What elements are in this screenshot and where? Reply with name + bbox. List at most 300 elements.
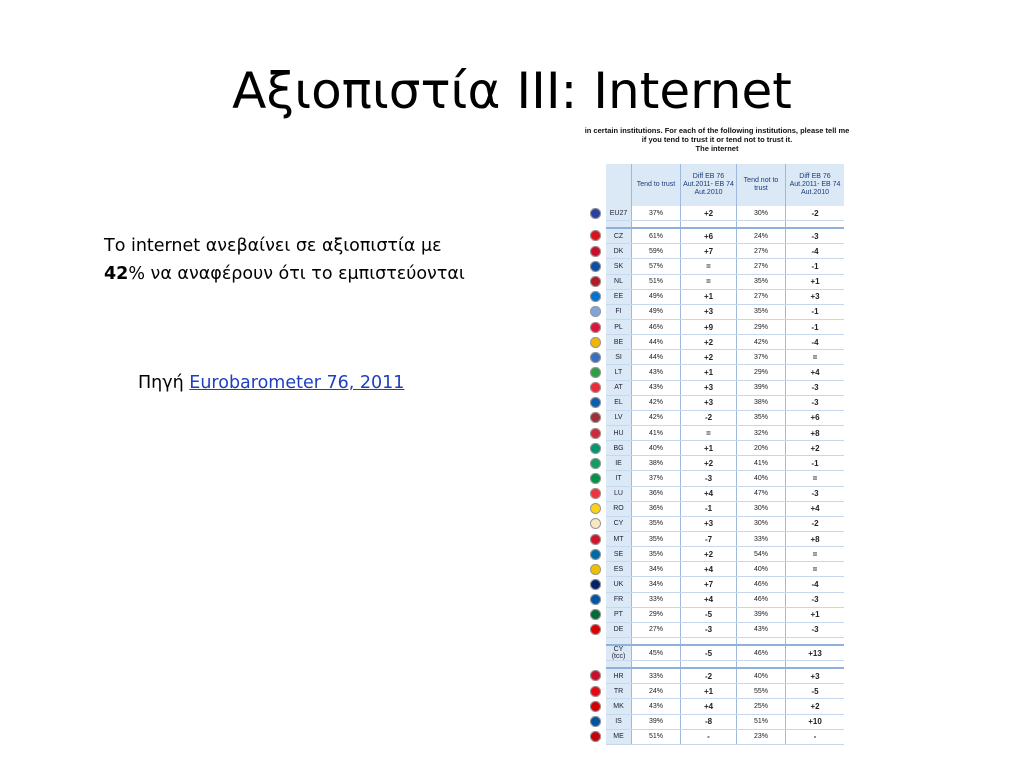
diff-not-trust-cell: - — [786, 729, 845, 744]
flag-icon — [590, 579, 601, 590]
flag-icon — [590, 412, 601, 423]
not-trust-cell: 42% — [737, 335, 786, 350]
flag-cell — [584, 531, 606, 546]
flag-icon — [590, 534, 601, 545]
country-cell: MT — [606, 531, 632, 546]
not-trust-cell: 30% — [737, 206, 786, 221]
diff-not-trust-cell: -1 — [786, 304, 845, 319]
not-trust-cell: 33% — [737, 531, 786, 546]
flag-cell — [584, 714, 606, 729]
table-row — [584, 645, 844, 661]
flag-icon — [590, 352, 601, 363]
flag-cell — [584, 304, 606, 319]
not-trust-cell: 46% — [737, 645, 786, 661]
not-trust-cell: 27% — [737, 259, 786, 274]
diff-not-trust-cell: +1 — [786, 607, 845, 622]
country-cell: LU — [606, 486, 632, 501]
separator-cell — [737, 661, 786, 669]
country-cell: DE — [606, 622, 632, 637]
not-trust-cell: 40% — [737, 668, 786, 684]
diff-not-trust-cell: +2 — [786, 699, 845, 714]
not-trust-cell: 29% — [737, 365, 786, 380]
country-cell: TR — [606, 684, 632, 699]
trust-cell: 45% — [632, 645, 681, 661]
table-body — [584, 206, 844, 744]
diff-not-trust-cell: +8 — [786, 531, 845, 546]
flag-cell — [584, 547, 606, 562]
diff-not-trust-cell: -4 — [786, 577, 845, 592]
diff-trust-cell: -5 — [681, 645, 737, 661]
flag-cell — [584, 425, 606, 440]
diff-trust-cell: +3 — [681, 516, 737, 531]
country-cell: IS — [606, 714, 632, 729]
flag-cell — [584, 441, 606, 456]
flag-icon — [590, 488, 601, 499]
diff-not-trust-cell: = — [786, 562, 845, 577]
flag-icon — [590, 686, 601, 697]
country-cell: IE — [606, 456, 632, 471]
flag-icon — [590, 428, 601, 439]
table-row — [584, 668, 844, 684]
diff-not-trust-cell: -3 — [786, 592, 845, 607]
country-cell: PL — [606, 319, 632, 334]
trust-cell: 29% — [632, 607, 681, 622]
flag-cell — [584, 516, 606, 531]
not-trust-cell: 40% — [737, 562, 786, 577]
table-row — [584, 684, 844, 699]
trust-cell: 24% — [632, 684, 681, 699]
diff-not-trust-cell: = — [786, 350, 845, 365]
flag-icon — [590, 624, 601, 635]
flag-cell — [584, 668, 606, 684]
diff-trust-cell: +2 — [681, 350, 737, 365]
flag-cell — [584, 471, 606, 486]
flag-icon — [590, 322, 601, 333]
body-text-part1: Το internet ανεβαίνει σε αξιοπιστία με — [104, 236, 442, 256]
not-trust-cell: 55% — [737, 684, 786, 699]
source-link[interactable]: Eurobarometer 76, 2011 — [189, 373, 405, 393]
table-row — [584, 350, 844, 365]
table-row — [584, 714, 844, 729]
table-row — [584, 206, 844, 221]
flag-icon — [590, 473, 601, 484]
flag-icon — [590, 670, 601, 681]
flag-cell — [584, 335, 606, 350]
not-trust-cell: 20% — [737, 441, 786, 456]
trust-cell: 33% — [632, 668, 681, 684]
trust-cell: 33% — [632, 592, 681, 607]
country-cell: IT — [606, 471, 632, 486]
flag-cell — [584, 259, 606, 274]
table-row — [584, 471, 844, 486]
country-cell: CZ — [606, 228, 632, 244]
trust-cell: 44% — [632, 350, 681, 365]
flag-cell — [584, 622, 606, 637]
separator-cell — [786, 637, 845, 645]
flag-cell — [584, 395, 606, 410]
not-trust-cell: 35% — [737, 304, 786, 319]
flag-icon — [590, 230, 601, 241]
flag-icon — [590, 731, 601, 742]
flag-icon — [590, 261, 601, 272]
flag-cell — [584, 206, 606, 221]
flag-cell — [584, 645, 606, 661]
trust-cell: 43% — [632, 699, 681, 714]
source-line — [138, 373, 404, 393]
country-cell: MK — [606, 699, 632, 714]
flag-icon — [590, 276, 601, 287]
trust-cell: 44% — [632, 335, 681, 350]
flag-cell — [584, 684, 606, 699]
trust-cell: 42% — [632, 395, 681, 410]
not-trust-cell: 30% — [737, 501, 786, 516]
trust-cell: 49% — [632, 304, 681, 319]
diff-not-trust-cell: +4 — [786, 365, 845, 380]
not-trust-cell: 54% — [737, 547, 786, 562]
table-row — [584, 395, 844, 410]
separator-cell — [584, 661, 606, 669]
diff-trust-cell: +1 — [681, 365, 737, 380]
diff-not-trust-cell: -1 — [786, 259, 845, 274]
flag-icon — [590, 564, 601, 575]
diff-not-trust-cell: -1 — [786, 456, 845, 471]
diff-not-trust-cell: -3 — [786, 228, 845, 244]
question-line-2: if you tend to trust it or tend not to trust it. — [641, 135, 793, 144]
diff-trust-cell: = — [681, 259, 737, 274]
diff-trust-cell: +4 — [681, 699, 737, 714]
trust-cell: 41% — [632, 425, 681, 440]
diff-not-trust-cell: +2 — [786, 441, 845, 456]
country-cell: SK — [606, 259, 632, 274]
table-header-row — [584, 164, 844, 206]
table-row — [584, 319, 844, 334]
country-cell: UK — [606, 577, 632, 592]
header-flag-col — [584, 164, 606, 206]
flag-icon — [590, 609, 601, 620]
flag-icon — [590, 397, 601, 408]
diff-trust-cell: -3 — [681, 622, 737, 637]
diff-trust-cell: +2 — [681, 456, 737, 471]
source-label: Πηγή — [138, 373, 184, 393]
flag-icon — [590, 549, 601, 560]
not-trust-cell: 35% — [737, 274, 786, 289]
diff-not-trust-cell: -4 — [786, 335, 845, 350]
diff-trust-cell: -1 — [681, 501, 737, 516]
flag-cell — [584, 289, 606, 304]
flag-icon — [590, 367, 601, 378]
table-separator — [584, 637, 844, 645]
country-cell: HU — [606, 425, 632, 440]
table-row — [584, 289, 844, 304]
country-cell: ME — [606, 729, 632, 744]
diff-trust-cell: -2 — [681, 410, 737, 425]
diff-not-trust-cell: -3 — [786, 395, 845, 410]
header-diff-2: Diff EB 76 Aut.2011- EB 74 Aut.2010 — [786, 164, 845, 206]
not-trust-cell: 30% — [737, 516, 786, 531]
table-row — [584, 274, 844, 289]
trust-cell: 39% — [632, 714, 681, 729]
header-not-trust: Tend not to trust — [737, 164, 786, 206]
flag-cell — [584, 592, 606, 607]
not-trust-cell: 46% — [737, 577, 786, 592]
country-cell: FR — [606, 592, 632, 607]
flag-cell — [584, 410, 606, 425]
diff-not-trust-cell: +13 — [786, 645, 845, 661]
flag-cell — [584, 729, 606, 744]
flag-icon — [590, 458, 601, 469]
diff-trust-cell: +2 — [681, 335, 737, 350]
separator-cell — [632, 221, 681, 229]
table-row — [584, 441, 844, 456]
diff-trust-cell: +3 — [681, 395, 737, 410]
table-row — [584, 501, 844, 516]
not-trust-cell: 37% — [737, 350, 786, 365]
diff-not-trust-cell: -4 — [786, 244, 845, 259]
trust-cell: 59% — [632, 244, 681, 259]
trust-cell: 42% — [632, 410, 681, 425]
body-text-bold-number: 42 — [104, 264, 129, 284]
flag-cell — [584, 244, 606, 259]
country-cell: CY — [606, 516, 632, 531]
trust-cell: 43% — [632, 380, 681, 395]
trust-cell: 37% — [632, 206, 681, 221]
trust-cell: 35% — [632, 531, 681, 546]
flag-cell — [584, 319, 606, 334]
not-trust-cell: 51% — [737, 714, 786, 729]
not-trust-cell: 39% — [737, 607, 786, 622]
trust-cell: 43% — [632, 365, 681, 380]
country-cell: CY (tcc) — [606, 645, 632, 661]
diff-not-trust-cell: -3 — [786, 622, 845, 637]
trust-cell: 51% — [632, 274, 681, 289]
not-trust-cell: 27% — [737, 289, 786, 304]
country-cell: PT — [606, 607, 632, 622]
diff-not-trust-cell: = — [786, 547, 845, 562]
table-row — [584, 486, 844, 501]
country-cell: SI — [606, 350, 632, 365]
diff-not-trust-cell: -1 — [786, 319, 845, 334]
not-trust-cell: 25% — [737, 699, 786, 714]
diff-not-trust-cell: -5 — [786, 684, 845, 699]
trust-cell: 49% — [632, 289, 681, 304]
table-row — [584, 456, 844, 471]
diff-trust-cell: +4 — [681, 486, 737, 501]
not-trust-cell: 39% — [737, 380, 786, 395]
diff-trust-cell: +7 — [681, 244, 737, 259]
trust-cell: 35% — [632, 516, 681, 531]
header-trust: Tend to trust — [632, 164, 681, 206]
flag-cell — [584, 380, 606, 395]
separator-cell — [737, 637, 786, 645]
flag-cell — [584, 577, 606, 592]
flag-cell — [584, 607, 606, 622]
question-line-1: in certain institutions. For each of the following institutions, please tell me — [584, 126, 850, 135]
flag-icon — [590, 382, 601, 393]
diff-trust-cell: +1 — [681, 684, 737, 699]
flag-cell — [584, 501, 606, 516]
country-cell: NL — [606, 274, 632, 289]
flag-cell — [584, 456, 606, 471]
country-cell: BE — [606, 335, 632, 350]
diff-trust-cell: -8 — [681, 714, 737, 729]
diff-trust-cell: +2 — [681, 206, 737, 221]
diff-trust-cell: +2 — [681, 547, 737, 562]
table-row — [584, 531, 844, 546]
diff-trust-cell: +6 — [681, 228, 737, 244]
trust-cell: 35% — [632, 547, 681, 562]
table-row — [584, 729, 844, 744]
table-row — [584, 425, 844, 440]
table-row — [584, 622, 844, 637]
diff-not-trust-cell: +4 — [786, 501, 845, 516]
separator-cell — [606, 661, 632, 669]
separator-cell — [632, 637, 681, 645]
table-row — [584, 365, 844, 380]
diff-trust-cell: -3 — [681, 471, 737, 486]
flag-icon — [590, 716, 601, 727]
flag-icon — [590, 594, 601, 605]
table-row — [584, 304, 844, 319]
diff-trust-cell: +4 — [681, 562, 737, 577]
country-cell: LT — [606, 365, 632, 380]
diff-not-trust-cell: -3 — [786, 486, 845, 501]
table-row — [584, 516, 844, 531]
diff-not-trust-cell: -2 — [786, 516, 845, 531]
trust-cell: 27% — [632, 622, 681, 637]
table-row — [584, 607, 844, 622]
flag-icon — [590, 246, 601, 257]
diff-trust-cell: +4 — [681, 592, 737, 607]
table-row — [584, 228, 844, 244]
table-row — [584, 577, 844, 592]
country-cell: EU27 — [606, 206, 632, 221]
not-trust-cell: 23% — [737, 729, 786, 744]
trust-cell: 57% — [632, 259, 681, 274]
table-row — [584, 547, 844, 562]
flag-icon — [590, 337, 601, 348]
separator-cell — [632, 661, 681, 669]
country-cell: SE — [606, 547, 632, 562]
country-cell: FI — [606, 304, 632, 319]
header-country-col — [606, 164, 632, 206]
separator-cell — [584, 637, 606, 645]
country-cell: EL — [606, 395, 632, 410]
table-row — [584, 410, 844, 425]
flag-cell — [584, 562, 606, 577]
flag-icon — [590, 291, 601, 302]
table-row — [584, 244, 844, 259]
flag-icon — [590, 443, 601, 454]
country-cell: BG — [606, 441, 632, 456]
separator-cell — [606, 637, 632, 645]
separator-cell — [584, 221, 606, 229]
flag-cell — [584, 486, 606, 501]
table-row — [584, 380, 844, 395]
diff-trust-cell: -2 — [681, 668, 737, 684]
flag-icon — [590, 503, 601, 514]
separator-cell — [786, 221, 845, 229]
flag-cell — [584, 365, 606, 380]
not-trust-cell: 43% — [737, 622, 786, 637]
diff-trust-cell: +7 — [681, 577, 737, 592]
separator-cell — [786, 661, 845, 669]
diff-not-trust-cell: +1 — [786, 274, 845, 289]
separator-cell — [681, 637, 737, 645]
diff-not-trust-cell: -3 — [786, 380, 845, 395]
trust-cell: 38% — [632, 456, 681, 471]
table-row — [584, 699, 844, 714]
diff-trust-cell: +1 — [681, 441, 737, 456]
trust-cell: 51% — [632, 729, 681, 744]
question-line-3: The internet — [695, 144, 739, 153]
diff-not-trust-cell: -2 — [786, 206, 845, 221]
country-cell: EE — [606, 289, 632, 304]
trust-table — [584, 164, 844, 745]
body-text-part2: % να αναφέρουν ότι το εμπιστεύονται — [128, 264, 465, 284]
diff-trust-cell: -7 — [681, 531, 737, 546]
diff-trust-cell: = — [681, 274, 737, 289]
not-trust-cell: 41% — [737, 456, 786, 471]
slide-title: Αξιοπιστία ΙΙΙ: Internet — [232, 62, 792, 120]
trust-cell: 46% — [632, 319, 681, 334]
flag-cell — [584, 274, 606, 289]
diff-not-trust-cell: +10 — [786, 714, 845, 729]
diff-trust-cell: +9 — [681, 319, 737, 334]
table-separator — [584, 661, 844, 669]
diff-trust-cell: +1 — [681, 289, 737, 304]
not-trust-cell: 24% — [737, 228, 786, 244]
diff-not-trust-cell: +8 — [786, 425, 845, 440]
diff-trust-cell: +3 — [681, 304, 737, 319]
table-row — [584, 335, 844, 350]
diff-not-trust-cell: = — [786, 471, 845, 486]
trust-cell: 36% — [632, 486, 681, 501]
diff-trust-cell: -5 — [681, 607, 737, 622]
flag-cell — [584, 228, 606, 244]
eurobarometer-figure — [584, 126, 850, 742]
not-trust-cell: 38% — [737, 395, 786, 410]
separator-cell — [681, 661, 737, 669]
diff-not-trust-cell: +3 — [786, 289, 845, 304]
figure-question — [584, 126, 850, 153]
body-text — [104, 232, 544, 288]
flag-cell — [584, 350, 606, 365]
not-trust-cell: 32% — [737, 425, 786, 440]
flag-icon — [590, 701, 601, 712]
table-row — [584, 592, 844, 607]
not-trust-cell: 47% — [737, 486, 786, 501]
table-row — [584, 259, 844, 274]
not-trust-cell: 29% — [737, 319, 786, 334]
not-trust-cell: 27% — [737, 244, 786, 259]
country-cell: HR — [606, 668, 632, 684]
trust-cell: 34% — [632, 562, 681, 577]
not-trust-cell: 35% — [737, 410, 786, 425]
diff-trust-cell: +3 — [681, 380, 737, 395]
flag-cell — [584, 699, 606, 714]
not-trust-cell: 40% — [737, 471, 786, 486]
country-cell: RO — [606, 501, 632, 516]
diff-not-trust-cell: +6 — [786, 410, 845, 425]
header-diff-1: Diff EB 76 Aut.2011- EB 74 Aut.2010 — [681, 164, 737, 206]
trust-cell: 40% — [632, 441, 681, 456]
separator-cell — [681, 221, 737, 229]
not-trust-cell: 46% — [737, 592, 786, 607]
flag-icon — [590, 208, 601, 219]
flag-icon — [590, 518, 601, 529]
trust-cell: 37% — [632, 471, 681, 486]
country-cell: ES — [606, 562, 632, 577]
